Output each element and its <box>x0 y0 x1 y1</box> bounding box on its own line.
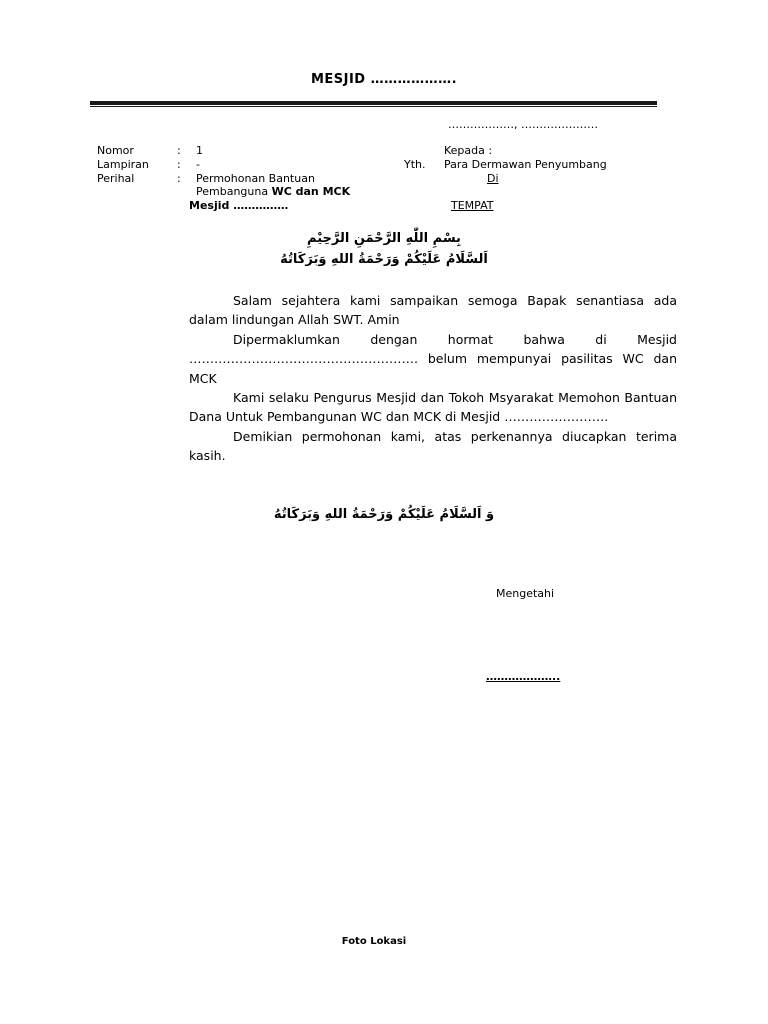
paragraph-closing: Demikian permohonan kami, atas perkenannya diucapkan terima kasih. <box>189 428 677 464</box>
signature-label: Mengetahi <box>496 587 555 600</box>
yth-label: Yth. <box>404 158 426 171</box>
nomor-sep: : <box>177 144 181 157</box>
nomor-value: 1 <box>196 144 203 157</box>
perihal-line3: Mesjid …………… <box>189 199 289 212</box>
kepada-label: Kepada : <box>444 144 493 157</box>
perihal-label: Perihal <box>97 172 135 185</box>
letter-title: MESJID ………………. <box>310 72 458 87</box>
paragraph-greeting: Salam sejahtera kami sampaikan semoga Bapak senantiasa ada dalam lindungan Allah SWT. Amin <box>189 293 677 328</box>
signature-name-blank: ……………….. <box>486 670 561 683</box>
photo-caption: Foto Lokasi <box>341 936 407 947</box>
place-date-line <box>448 118 598 132</box>
header-rule-thick <box>90 101 657 105</box>
place-date-blank: ………………, ………………… <box>448 118 598 131</box>
recipient-name: Para Dermawan Penyumbang <box>444 158 607 171</box>
lampiran-value: - <box>196 158 200 171</box>
perihal-line2-prefix: Pembanguna <box>196 185 269 198</box>
paragraph-request: Kami selaku Pengurus Mesjid dan Tokoh Msyarakat Memohon Bantuan Dana Untuk Pembangunan WC dan MCK di Mesjid ……………………. <box>189 390 677 425</box>
basmala: بِسْمِ اللّٰهِ الرَّحْمَنِ الرَّحِيْمِ <box>307 231 461 246</box>
di-label: Di <box>487 172 499 185</box>
letter-body <box>189 291 677 466</box>
salam-opening: اَلسَّلَامُ عَلَيْكُمْ وَرَحْمَةُ اللهِ وَبَرَكَاتُهُ <box>280 252 488 267</box>
perihal-line2 <box>196 185 350 199</box>
nomor-label: Nomor <box>97 144 134 157</box>
lampiran-sep: : <box>177 158 181 171</box>
lampiran-label: Lampiran <box>97 158 149 171</box>
salam-closing: وَ اَلسَّلَامُ عَلَيْكُمْ وَرَحْمَةُ اللهِ وَبَرَكَاتُهُ <box>273 507 495 522</box>
tempat-label: TEMPAT <box>451 199 494 212</box>
paragraph-context: Dipermaklumkan dengan hormat bahwa di Mesjid ………………………………………………. belum mempunyai pasilitas WC dan MCK <box>189 331 677 386</box>
header-rule-thin <box>90 106 657 107</box>
perihal-sep: : <box>177 172 181 185</box>
perihal-line2-bold: WC dan MCK <box>271 185 351 198</box>
perihal-line1: Permohonan Bantuan <box>196 172 315 185</box>
